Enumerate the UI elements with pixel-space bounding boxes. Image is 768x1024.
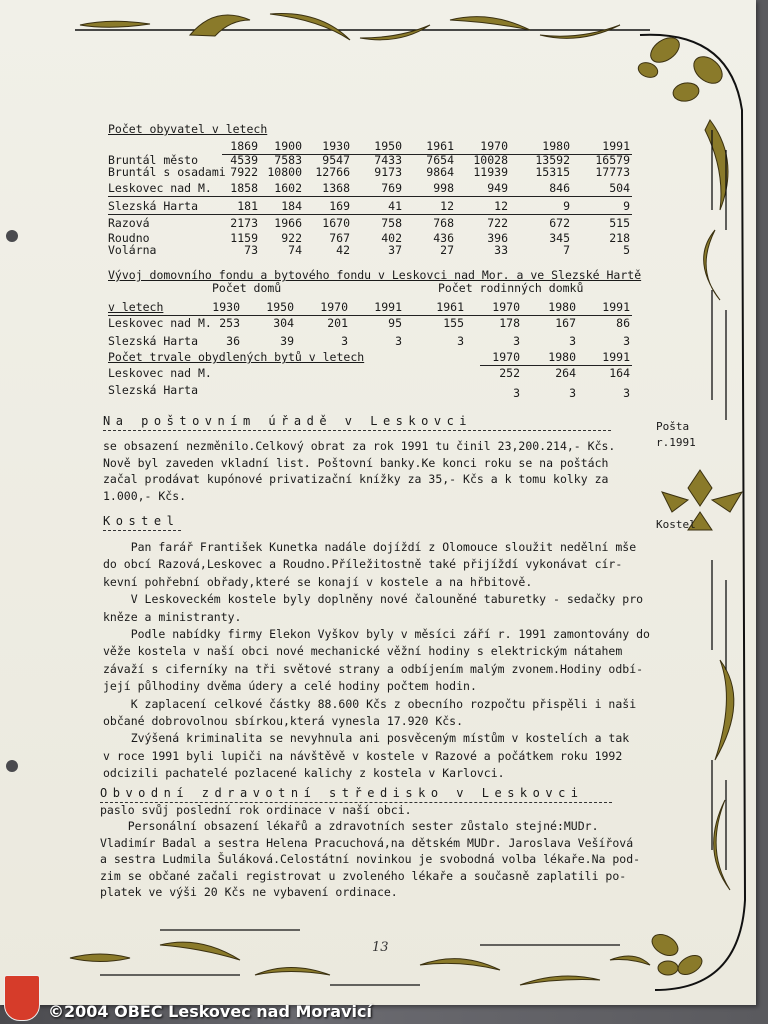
- population-title: Počet obyvatel v letech: [108, 122, 268, 136]
- side-note-year: r.1991: [656, 436, 696, 449]
- row-label: Slezská Harta: [108, 199, 199, 213]
- table-cell: 27: [440, 243, 454, 257]
- row-label: Bruntál s osadami: [108, 165, 226, 179]
- table-cell: 1970: [480, 139, 508, 153]
- row-label: Roudno: [108, 231, 150, 245]
- table-cell: 769: [381, 181, 402, 195]
- table-row: [0, 316, 768, 330]
- table-cell: 1991: [602, 300, 630, 314]
- table-cell: 1961: [426, 139, 454, 153]
- table-cell: 3: [395, 334, 402, 348]
- text-line: Vladimír Badal a sestra Helena Pracuchová,na dětském MUDr. Jaroslava Vešířová: [100, 835, 634, 850]
- row-label: Volárna: [108, 243, 157, 257]
- church-heading: Kostel: [103, 514, 180, 528]
- table-cell: 1602: [274, 181, 302, 195]
- table-cell: 2173: [230, 216, 258, 230]
- table-cell: 9547: [322, 153, 350, 167]
- table-cell: 998: [433, 181, 454, 195]
- table-cell: 4539: [230, 153, 258, 167]
- table-cell: 9864: [426, 165, 454, 179]
- table-cell: 42: [336, 243, 350, 257]
- municipality-crest: [4, 975, 40, 1021]
- table-cell: 846: [549, 181, 570, 195]
- table-cell: 1159: [230, 231, 258, 245]
- text-line: Personální obsazení lékařů a zdravotních sester zůstalo stejné:MUDr.: [100, 819, 599, 834]
- table-cell: 252: [499, 366, 520, 380]
- occupied-title: Počet trvale obydlených bytů v letech: [108, 350, 365, 364]
- table-cell: 3: [623, 386, 630, 400]
- table-cell: 345: [549, 231, 570, 245]
- table-cell: 1930: [322, 139, 350, 153]
- table-cell: 722: [487, 216, 508, 230]
- table-cell: 3: [513, 386, 520, 400]
- text-line: platek ve výši 20 Kčs ne vybavení ordinace.: [100, 885, 398, 899]
- text-line: Nově byl zaveden vkladní list. Poštovní banky.Ke konci roku se na poštách: [103, 455, 609, 470]
- table-cell: 164: [609, 366, 630, 380]
- table-cell: 1950: [266, 300, 294, 314]
- table-cell: 1980: [548, 350, 576, 364]
- table-row: [0, 139, 768, 153]
- text-line: občané dobrovolnou sbírkou,která vynesla 17.920 Kčs.: [103, 714, 464, 728]
- table-cell: 10800: [267, 165, 302, 179]
- table-cell: 1970: [492, 300, 520, 314]
- table-cell: 504: [609, 181, 630, 195]
- table-cell: 1970: [492, 350, 520, 364]
- table-cell: 41: [388, 199, 402, 213]
- houses-header: Počet domů: [212, 281, 282, 295]
- table-cell: 3: [457, 334, 464, 348]
- table-cell: 7922: [230, 165, 258, 179]
- table-cell: 218: [609, 231, 630, 245]
- row-underline: [108, 214, 632, 215]
- housing-row-label: v letech: [108, 300, 164, 314]
- text-line: kevní pohřební obřady,které se konají v kostele a na hřbitově.: [103, 574, 533, 589]
- table-row: [0, 199, 768, 213]
- table-cell: 11939: [473, 165, 508, 179]
- table-cell: 201: [327, 316, 348, 330]
- table-cell: 169: [329, 199, 350, 213]
- text-line: do obcí Razová,Leskovec a Roudno.Příležitostně také přijíždí vykonávat cír-: [103, 557, 623, 572]
- table-cell: 1970: [320, 300, 348, 314]
- text-line: odcizili pachatelé pozlacené kalichy z kostela v Karlovci.: [103, 766, 505, 781]
- text-line: v roce 1991 byli lupiči na návštěvě v kostele v Razové a počátkem roku 1992: [103, 748, 623, 763]
- table-cell: 1950: [374, 139, 402, 153]
- table-cell: 1991: [602, 139, 630, 153]
- table-cell: 396: [487, 231, 508, 245]
- table-cell: 949: [487, 181, 508, 195]
- table-cell: 515: [609, 216, 630, 230]
- table-cell: 16579: [595, 153, 630, 167]
- table-cell: 9: [623, 199, 630, 213]
- text-line: paslo svůj poslední rok ordinace v naší obci.: [100, 803, 412, 817]
- table-row: [0, 165, 768, 179]
- table-cell: 7433: [374, 153, 402, 167]
- table-cell: 5: [623, 243, 630, 257]
- table-cell: 672: [549, 216, 570, 230]
- health-heading: Obvodní zdravotní středisko v Leskovci: [100, 786, 584, 800]
- heading-underline: [103, 430, 611, 431]
- table-row: [0, 216, 768, 230]
- table-cell: 12: [440, 199, 454, 213]
- text-line: zim se občané začali registrovat u zvoleného lékaře a současně zaplatili po-: [100, 868, 627, 883]
- table-cell: 12: [494, 199, 508, 213]
- table-cell: 73: [244, 243, 258, 257]
- table-cell: 253: [219, 316, 240, 330]
- side-note-post: Pošta: [656, 420, 690, 433]
- table-cell: 95: [388, 316, 402, 330]
- heading-underline: [103, 530, 181, 531]
- table-cell: 1869: [230, 139, 258, 153]
- text-line: a sestra Ludmila Šuláková.Celostátní novinkou je svobodná volba lékaře.Na pod-: [100, 852, 641, 867]
- table-cell: 33: [494, 243, 508, 257]
- row-label: Slezská Harta: [108, 334, 199, 348]
- text-line: kněze a ministranty.: [103, 609, 242, 624]
- table-cell: 36: [226, 334, 240, 348]
- table-cell: 7: [563, 243, 570, 257]
- table-cell: 1670: [322, 216, 350, 230]
- post-heading: Na poštovním úřadě v Leskovci: [103, 414, 473, 428]
- table-cell: 9173: [374, 165, 402, 179]
- table-cell: 3: [569, 334, 576, 348]
- table-cell: 39: [280, 334, 294, 348]
- row-label: Slezská Harta: [108, 383, 199, 397]
- table-cell: 13592: [535, 153, 570, 167]
- table-cell: 10028: [473, 153, 508, 167]
- copyright-footer: ©2004 OBEC Leskovec nad Moravicí: [48, 1002, 372, 1021]
- table-row: [0, 243, 768, 257]
- row-underline: [108, 196, 632, 197]
- side-note-church: Kostel: [656, 518, 696, 531]
- table-cell: 3: [341, 334, 348, 348]
- table-cell: 37: [388, 243, 402, 257]
- text-line: Podle nabídky firmy Elekon Vyškov byly v měsíci září r. 1991 zamontovány do: [103, 627, 650, 641]
- table-cell: 178: [499, 316, 520, 330]
- table-cell: 3: [623, 334, 630, 348]
- table-cell: 184: [281, 199, 302, 213]
- table-cell: 1991: [602, 350, 630, 364]
- table-cell: 86: [616, 316, 630, 330]
- table-cell: 264: [555, 366, 576, 380]
- table-cell: 402: [381, 231, 402, 245]
- table-cell: 155: [443, 316, 464, 330]
- table-cell: 7654: [426, 153, 454, 167]
- table-cell: 758: [381, 216, 402, 230]
- table-cell: 922: [281, 231, 302, 245]
- table-cell: 3: [513, 334, 520, 348]
- text-line: její půlhodiny dvěma údery a celé hodiny počtem hodin.: [103, 679, 477, 694]
- table-cell: 9: [563, 199, 570, 213]
- row-label: Leskovec nad M.: [108, 316, 212, 330]
- text-line: 1.000,- Kčs.: [103, 488, 187, 503]
- table-cell: 1930: [212, 300, 240, 314]
- table-cell: 768: [433, 216, 454, 230]
- table-cell: 1368: [322, 181, 350, 195]
- table-cell: 17773: [595, 165, 630, 179]
- text-line: K zaplacení celkové částky 88.600 Kčs z obecního rozpočtu přispěli i naši: [103, 696, 637, 711]
- table-cell: 1980: [542, 139, 570, 153]
- table-cell: 74: [288, 243, 302, 257]
- text-line: Pan farář František Kunetka nadále dojíždí z Olomouce sloužit nedělní mše: [103, 540, 637, 554]
- row-label: Leskovec nad M.: [108, 366, 212, 380]
- table-row: [0, 350, 768, 364]
- table-cell: 1966: [274, 216, 302, 230]
- row-label: Leskovec nad M.: [108, 181, 212, 195]
- row-label: Razová: [108, 216, 150, 230]
- table-cell: 1991: [374, 300, 402, 314]
- table-row: [0, 181, 768, 195]
- table-cell: 436: [433, 231, 454, 245]
- table-cell: 12766: [315, 165, 350, 179]
- table-cell: 167: [555, 316, 576, 330]
- table-cell: 181: [237, 199, 258, 213]
- table-row: [0, 366, 768, 380]
- table-cell: 1961: [436, 300, 464, 314]
- table-cell: 3: [569, 386, 576, 400]
- text-line: věže kostela v naší obci nové mechanické věžní hodiny s elektrickým nátahem: [103, 644, 623, 659]
- table-row: [0, 334, 768, 348]
- text-line: začal prodávat kupónové privatizační knížky za 35,- Kčs a k tomu kolky za: [103, 472, 609, 486]
- text-line: se obsazení nezměnilo.Celkový obrat za rok 1991 tu činil 23,200.214,- Kčs.: [103, 439, 616, 453]
- table-cell: 15315: [535, 165, 570, 179]
- table-cell: 304: [273, 316, 294, 330]
- table-cell: 1900: [274, 139, 302, 153]
- table-cell: 7583: [274, 153, 302, 167]
- text-line: Zvýšená kriminalita se nevyhnula ani posvěceným místům v kostelích a tak: [103, 731, 630, 746]
- households-header: Počet rodinných domků: [438, 281, 584, 295]
- table-row: [0, 300, 768, 314]
- row-label: Bruntál město: [108, 153, 199, 167]
- text-line: V Leskoveckém kostele byly doplněny nové čalouněné taburetky - sedačky pro: [103, 592, 644, 607]
- table-cell: 1980: [548, 300, 576, 314]
- page-number: 13: [372, 940, 389, 955]
- table-cell: 767: [329, 231, 350, 245]
- text-line: závaží s ciferníky na tři světové strany a odbíjením malým zvonem.Hodiny odbí-: [103, 661, 644, 676]
- housing-title: Vývoj domovního fondu a bytového fondu v Leskovci nad Mor. a ve Slezské Hartě: [108, 268, 642, 282]
- table-row: [0, 386, 768, 400]
- table-cell: 1858: [230, 181, 258, 195]
